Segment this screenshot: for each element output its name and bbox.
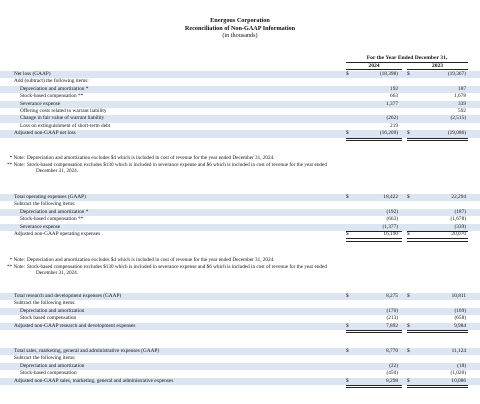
value-2024: 8,298 <box>386 377 398 384</box>
value-2023: (1,678) <box>450 216 466 223</box>
currency-symbol-2024: $ <box>346 231 349 237</box>
value-2024: 7,892 <box>386 322 398 329</box>
row-label: Add (subtract) the following items: <box>14 78 89 85</box>
value-2024: 663 <box>390 93 398 100</box>
value-2024: (22) <box>389 362 398 369</box>
footnote-text: Depreciation and amortization excludes $4 which is included in cost of revenue for the year ended December 31, 2024. <box>27 257 275 263</box>
table-row <box>0 115 480 122</box>
row-label: Adjusted non-GAAP research and development expenses <box>14 322 136 329</box>
value-2024: 219 <box>390 122 398 129</box>
row-label: Total operating expenses (GAAP) <box>14 194 86 200</box>
value-2023: 20,070 <box>451 231 466 237</box>
period-underline <box>346 62 468 63</box>
row-label: Change in fair value of warrant liability <box>20 115 105 122</box>
table-row <box>0 216 480 223</box>
value-2023: (18) <box>457 362 466 369</box>
currency-symbol-2023: $ <box>407 194 410 200</box>
footnote-marker: ** Note: <box>6 161 25 168</box>
total-double-underline <box>346 138 402 141</box>
total-double-underline <box>407 238 468 241</box>
value-2023: (169) <box>454 307 466 314</box>
table-row <box>0 315 480 322</box>
row-label: Total sales, marketing, general and administrative expenses (GAAP) <box>14 348 160 354</box>
value-2023: 11,124 <box>451 348 466 354</box>
table-row <box>0 86 480 93</box>
value-2023: 10,086 <box>451 377 466 384</box>
table-row <box>0 355 480 362</box>
row-label: Stock based compensation <box>20 315 77 322</box>
total-double-underline <box>407 385 468 388</box>
footnote-marker: * Note: <box>9 155 25 161</box>
row-label: Depreciation and amortization <box>20 307 85 314</box>
value-2023: 187 <box>458 85 466 92</box>
value-2024: (262) <box>386 115 398 122</box>
report-title: Reconciliation of Non-GAAP Information <box>184 24 296 32</box>
currency-symbol-2024: $ <box>346 377 349 384</box>
value-2024: 192 <box>390 85 398 92</box>
table-row <box>0 363 480 370</box>
value-2024: (450) <box>386 370 398 377</box>
value-2024: 1,377 <box>386 100 398 107</box>
table-row <box>0 300 480 307</box>
row-label: Total research and development expenses (GAAP) <box>14 293 122 299</box>
currency-symbol-2024: $ <box>346 194 349 200</box>
row-label: Severance expense <box>20 223 61 230</box>
value-2023: 9,984 <box>454 322 466 329</box>
value-2024: 8,770 <box>386 348 398 354</box>
table-row <box>0 323 480 330</box>
report-units: (in thousands) <box>222 32 258 40</box>
value-2024: (192) <box>386 208 398 215</box>
footnote-text: Stock-based compensation excludes $130 which is included in severance expense and $6 which is included in cost of revenue for the year ended <box>27 263 327 270</box>
value-2023: (1,020) <box>450 370 466 377</box>
currency-symbol-2023: $ <box>407 71 410 77</box>
row-label: Depreciation and amortization * <box>20 85 89 92</box>
year-2023-underline <box>407 69 468 70</box>
year-2024-underline <box>346 69 402 70</box>
total-double-underline <box>407 138 468 141</box>
value-2023: (658) <box>454 315 466 322</box>
row-label: Severance expense <box>20 100 61 107</box>
table-row <box>0 378 480 385</box>
total-double-underline <box>346 385 402 388</box>
row-label: Stock-based compensation ** <box>20 216 84 223</box>
table-row <box>0 101 480 108</box>
value-2023: (2,515) <box>450 115 466 122</box>
row-label: Stock-based compensation <box>20 370 77 377</box>
value-2024: (16,209) <box>379 130 398 137</box>
currency-symbol-2023: $ <box>407 231 410 237</box>
value-2023: 22,294 <box>451 194 466 200</box>
total-double-underline <box>346 238 402 241</box>
currency-symbol-2023: $ <box>407 348 410 354</box>
footnote-text-continued: December 31, 2024. <box>36 270 79 277</box>
footnote <box>0 264 480 277</box>
row-label: Subtract the following items: <box>14 201 76 208</box>
table-row <box>0 130 480 137</box>
value-2024: (1,377) <box>382 223 398 230</box>
value-2024: (170) <box>386 307 398 314</box>
table-row <box>0 224 480 231</box>
row-label: Offering costs related to warrant liability <box>20 108 107 114</box>
currency-symbol-2024: $ <box>346 293 349 299</box>
total-double-underline <box>346 330 402 333</box>
row-label: Stock-based compensation ** <box>20 93 84 100</box>
row-label: Subtract the following items: <box>14 300 76 307</box>
currency-symbol-2023: $ <box>407 130 410 137</box>
currency-symbol-2023: $ <box>407 377 410 384</box>
value-2023: (19,367) <box>447 71 466 77</box>
row-label: Adjusted non-GAAP operating expenses <box>14 231 101 237</box>
value-2024: (213) <box>386 315 398 322</box>
year-2023-header: 2023 <box>431 62 444 69</box>
currency-symbol-2024: $ <box>346 71 349 77</box>
table-row <box>0 209 480 216</box>
company-name: Energous Corporation <box>210 17 270 24</box>
row-label: Adjusted non-GAAP sales, marketing, general and administrative expenses <box>14 377 174 384</box>
footnote-text: Stock-based compensation excludes $130 which is included in severance expense and $6 which is included in cost of revenue for the year ended <box>27 161 327 168</box>
value-2023: 10,811 <box>451 293 466 299</box>
value-2023: 592 <box>458 108 466 114</box>
currency-symbol-2024: $ <box>346 348 349 354</box>
row-label: Adjusted non-GAAP net loss <box>14 130 76 137</box>
period-label: For the Year Ended December 31, <box>366 55 448 61</box>
currency-symbol-2024: $ <box>346 322 349 329</box>
table-row <box>0 308 480 315</box>
footnote <box>0 257 480 264</box>
table-row <box>0 78 480 85</box>
value-2024: 8,275 <box>386 293 398 299</box>
value-2023: (187) <box>454 208 466 215</box>
footnote <box>0 162 480 175</box>
value-2024: 16,190 <box>383 231 398 237</box>
value-2024: 18,422 <box>383 194 398 200</box>
value-2023: (339) <box>454 223 466 230</box>
footnote-text: Depreciation and amortization excludes $4 which is included in cost of revenue for the year ended December 31, 2024. <box>27 155 275 161</box>
table-row <box>0 93 480 100</box>
row-label: Depreciation and amortization <box>20 362 85 369</box>
table-row <box>0 370 480 377</box>
footnote-marker: * Note: <box>9 257 25 263</box>
value-2023: (19,086) <box>447 130 466 137</box>
value-2024: (18,398) <box>379 71 398 77</box>
value-2023: 339 <box>458 100 466 107</box>
footnote-marker: ** Note: <box>6 263 25 270</box>
currency-symbol-2023: $ <box>407 322 410 329</box>
row-label: Depreciation and amortization * <box>20 208 89 215</box>
footnote-text-continued: December 31, 2024. <box>36 168 79 175</box>
row-label: Subtract the following items: <box>14 355 76 362</box>
table-row <box>0 201 480 208</box>
footnote <box>0 155 480 162</box>
total-double-underline <box>407 330 468 333</box>
year-2024-header: 2024 <box>368 62 380 69</box>
row-label: Loss on extinguishment of short-term debt <box>20 122 111 129</box>
table-row <box>0 231 480 238</box>
currency-symbol-2024: $ <box>346 130 349 137</box>
row-label: Net loss (GAAP) <box>14 71 51 77</box>
currency-symbol-2023: $ <box>407 293 410 299</box>
value-2023: 1,678 <box>454 93 466 100</box>
value-2024: (663) <box>386 216 398 223</box>
